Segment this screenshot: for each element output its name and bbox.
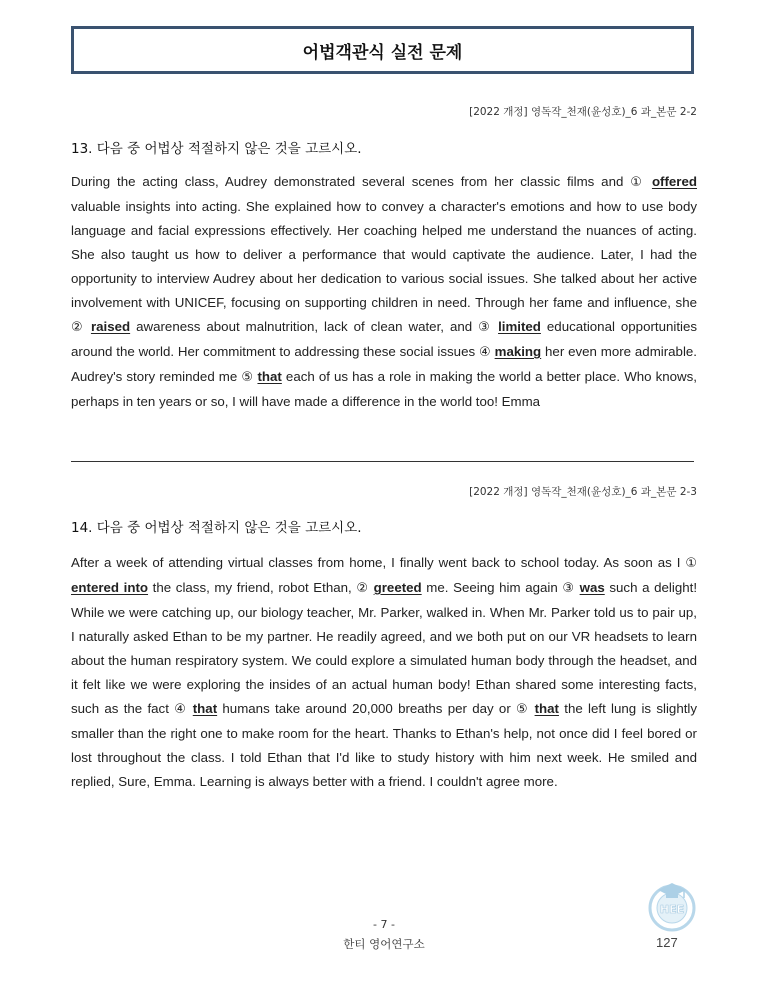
- q13-passage: [71, 170, 697, 414]
- logo-text: HEE: [659, 903, 685, 916]
- q14-option-5: that: [534, 701, 559, 716]
- q14-marker-4: ④: [174, 702, 188, 717]
- q14-option-1: entered into: [71, 580, 149, 595]
- q13-option-5: that: [257, 369, 282, 384]
- q13-text-6: each of us has a role in making the world a better place. Who knows, perhaps in ten years or so, I will have made a difference in the world too! Emma: [71, 369, 697, 409]
- q14-passage: [71, 551, 697, 794]
- q13-option-2: raised: [90, 319, 131, 334]
- q13-option-4: making: [494, 344, 542, 359]
- q13-question: 13. 다음 중 어법상 적절하지 않은 것을 고르시오.: [71, 141, 362, 157]
- q13-text-4: educational opportunities around the world. Her commitment to addressing these social issues: [71, 319, 698, 359]
- q14-option-2: greeted: [373, 580, 422, 595]
- q13-marker-2: ②: [71, 320, 85, 335]
- q14-text-3: me. Seeing him again: [421, 580, 563, 595]
- hee-logo-icon: [643, 876, 701, 934]
- footer-code-number: 127: [656, 935, 678, 950]
- q13-marker-5: ⑤: [241, 370, 254, 385]
- q14-text-6: the left lung is slightly smaller than the right one to make room for the heart. Thanks to Ethan's help, not once did I feel bored or lost throughout the class. I told Ethan that I'd like to study history with him next week. He smiled and replied, Sure, Emma. Learning is always better with a friend. I couldn't agree more.: [71, 701, 698, 789]
- q14-text-5: humans take around 20,000 breaths per day or: [217, 701, 517, 716]
- footer-organization: 한티 영어연구소: [343, 937, 425, 951]
- q14-marker-3: ③: [562, 581, 575, 596]
- q14-text-4: such a delight! While we were catching up, our biology teacher, Mr. Parker, walked in. When Mr. Parker told us to pair up, I naturally asked Ethan to be my partner. He readily agreed, and we both put on our VR headsets to learn about the human respiratory system. We could explore a simulated human body through the headset, and it felt like we were exploring the insides of an actual human body! Ethan shared some interesting facts, such as the fact: [71, 580, 698, 716]
- page-title-box: [71, 26, 694, 74]
- q13-text-2: valuable insights into acting. She explained how to convey a character's emotions and how to use body language and facial expressions effectively. Her coaching helped me understand the nuances of acting. She also taught us how to deliver a performance that would captivate the audience. Later, I had the opportunity to interview Audrey about her dedication to various social issues. She talked about her active involvement with UNICEF, focusing on supporting children in need. Through her fame and influence, she: [71, 199, 697, 310]
- q14-option-4: that: [192, 701, 218, 716]
- q13-text-1: During the acting class, Audrey demonstrated several scenes from her classic films and: [71, 174, 631, 189]
- q14-marker-1: ①: [685, 556, 697, 571]
- q13-marker-3: ③: [478, 320, 493, 335]
- section-divider: [71, 461, 694, 462]
- q14-text-2: the class, my friend, robot Ethan,: [148, 580, 357, 595]
- q13-marker-4: ④: [478, 345, 491, 360]
- q14-source: [2022 개정] 영독작_천재(윤성호)_6 과_본문 2-3: [469, 486, 697, 498]
- footer-page-number: - 7 -: [373, 918, 395, 931]
- q13-text-3: awareness about malnutrition, lack of clean water, and: [130, 319, 479, 334]
- q14-question: 14. 다음 중 어법상 적절하지 않은 것을 고르시오.: [71, 520, 362, 536]
- q13-marker-1: ①: [630, 175, 646, 190]
- q13-text-5: her even more admirable. Audrey's story reminded me: [71, 344, 697, 384]
- q14-marker-5: ⑤: [516, 702, 530, 717]
- q14-option-3: was: [579, 580, 605, 595]
- q14-marker-2: ②: [356, 581, 369, 596]
- q13-option-3: limited: [498, 319, 541, 334]
- page-title: 어법객관식 실전 문제: [302, 42, 463, 63]
- q13-option-1: offered: [651, 174, 698, 189]
- q14-text-1: After a week of attending virtual classes from home, I finally went back to school today. As soon as I: [71, 555, 686, 570]
- q13-source: [2022 개정] 영독작_천재(윤성호)_6 과_본문 2-2: [469, 106, 697, 118]
